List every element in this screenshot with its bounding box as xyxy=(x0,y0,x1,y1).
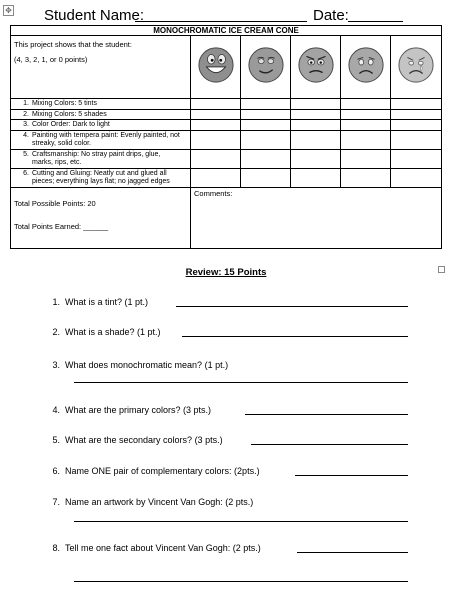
score-cell[interactable] xyxy=(391,149,442,168)
rubric-title: MONOCHROMATIC ICE CREAM CONE xyxy=(11,26,442,36)
score-cell[interactable] xyxy=(241,120,291,131)
answer-line[interactable] xyxy=(74,382,408,383)
score-cell[interactable] xyxy=(391,130,442,149)
answer-line[interactable] xyxy=(182,336,408,337)
question-3 xyxy=(46,360,228,370)
review-title-text: Review: 15 Points xyxy=(185,267,267,278)
criterion-number: 4. xyxy=(23,131,29,139)
question-6 xyxy=(46,466,260,476)
question-number: 8. xyxy=(52,543,60,553)
score-cell[interactable] xyxy=(241,168,291,187)
criterion-row-3 xyxy=(11,120,191,131)
header xyxy=(0,2,452,24)
score-cell[interactable] xyxy=(191,130,241,149)
criterion-number: 5. xyxy=(23,150,29,158)
table-move-handle-icon[interactable]: ✥ xyxy=(3,5,14,16)
criterion-text: Mixing Colors: 5 shades xyxy=(32,110,107,118)
answer-line[interactable] xyxy=(74,521,408,522)
criterion-number: 2. xyxy=(23,110,29,118)
answer-line[interactable] xyxy=(176,306,408,307)
rubric-intro xyxy=(11,36,191,99)
total-possible-points: Total Possible Points: 20 xyxy=(14,198,96,208)
neutral-face-icon xyxy=(297,46,335,84)
face-col-3 xyxy=(241,36,291,99)
score-cell[interactable] xyxy=(341,149,391,168)
criterion-number: 3. xyxy=(23,121,29,128)
date-label: Date: xyxy=(313,7,349,24)
score-cell[interactable] xyxy=(291,120,341,131)
score-cell[interactable] xyxy=(191,149,241,168)
total-points-earned[interactable]: Total Points Earned: ______ xyxy=(14,221,109,231)
score-cell[interactable] xyxy=(291,168,341,187)
criterion-text: Craftsmanship: No stray paint drips, glue, marks, rips, etc. xyxy=(32,150,161,166)
face-col-4 xyxy=(191,36,241,99)
answer-line[interactable] xyxy=(74,581,408,582)
criterion-number: 1. xyxy=(23,100,29,107)
question-number: 1. xyxy=(52,297,60,307)
very-happy-face-icon xyxy=(197,46,235,84)
question-text: Tell me one fact about Vincent Van Gogh: (2 pts.) xyxy=(65,543,261,553)
score-cell[interactable] xyxy=(191,120,241,131)
score-cell[interactable] xyxy=(291,130,341,149)
question-text: Name an artwork by Vincent Van Gogh: (2 pts.) xyxy=(65,497,254,507)
score-cell[interactable] xyxy=(241,109,291,120)
sad-face-icon xyxy=(347,46,385,84)
criterion-row-1 xyxy=(11,99,191,110)
face-col-0 xyxy=(391,36,442,99)
score-cell[interactable] xyxy=(341,130,391,149)
criterion-text: Painting with tempera paint: Evenly painted, not streaky, solid color. xyxy=(32,131,180,147)
student-name-field[interactable] xyxy=(135,21,307,22)
answer-line[interactable] xyxy=(295,475,408,476)
score-cell[interactable] xyxy=(341,120,391,131)
score-cell[interactable] xyxy=(191,168,241,187)
score-cell[interactable] xyxy=(241,149,291,168)
score-cell[interactable] xyxy=(391,99,442,110)
face-col-1 xyxy=(341,36,391,99)
criterion-text: Color Order: Dark to light xyxy=(32,121,110,128)
date-field[interactable] xyxy=(348,21,403,22)
question-1 xyxy=(46,297,148,307)
question-number: 4. xyxy=(52,405,60,415)
student-name-label: Student Name: xyxy=(44,7,145,24)
criterion-row-6 xyxy=(11,168,191,187)
face-col-2 xyxy=(291,36,341,99)
question-number: 3. xyxy=(52,360,60,370)
question-7 xyxy=(46,497,253,507)
score-cell[interactable] xyxy=(391,109,442,120)
question-text: What are the secondary colors? (3 pts.) xyxy=(65,435,223,445)
intro-line-2: (4, 3, 2, 1, or 0 points) xyxy=(14,55,88,64)
criterion-text: Cutting and Gluing: Neatly cut and glued all pieces; everything lays flat; no jagged edges xyxy=(32,169,170,185)
review-title xyxy=(0,267,452,278)
comments-label: Comments: xyxy=(194,188,233,198)
score-cell[interactable] xyxy=(241,130,291,149)
question-text: What does monochromatic mean? (1 pt.) xyxy=(65,360,229,370)
question-4 xyxy=(46,405,211,415)
question-5 xyxy=(46,435,223,445)
criterion-row-5 xyxy=(11,149,191,168)
criterion-number: 6. xyxy=(23,169,29,177)
question-text: What are the primary colors? (3 pts.) xyxy=(65,405,212,415)
question-text: Name ONE pair of complementary colors: (2pts.) xyxy=(65,466,260,476)
question-8 xyxy=(46,543,261,553)
criterion-text: Mixing Colors: 5 tints xyxy=(32,100,97,107)
rubric-table xyxy=(10,25,442,249)
happy-face-icon xyxy=(247,46,285,84)
score-cell[interactable] xyxy=(241,99,291,110)
question-text: What is a tint? (1 pt.) xyxy=(65,297,149,307)
answer-line[interactable] xyxy=(251,444,408,445)
very-sad-face-icon xyxy=(397,46,435,84)
score-cell[interactable] xyxy=(291,109,341,120)
score-cell[interactable] xyxy=(291,149,341,168)
answer-line[interactable] xyxy=(297,552,408,553)
score-cell[interactable] xyxy=(341,168,391,187)
question-2 xyxy=(46,327,161,337)
intro-line-1: This project shows that the student: xyxy=(14,40,132,49)
comments-cell[interactable] xyxy=(191,187,442,248)
question-number: 6. xyxy=(52,466,60,476)
score-cell[interactable] xyxy=(341,109,391,120)
criterion-row-2 xyxy=(11,109,191,120)
score-cell[interactable] xyxy=(341,99,391,110)
score-cell[interactable] xyxy=(191,99,241,110)
answer-line[interactable] xyxy=(245,414,408,415)
totals-cell xyxy=(11,187,191,248)
question-text: What is a shade? (1 pt.) xyxy=(65,327,161,337)
score-cell[interactable] xyxy=(391,120,442,131)
question-number: 7. xyxy=(52,497,60,507)
question-number: 2. xyxy=(52,327,60,337)
score-cell[interactable] xyxy=(391,168,442,187)
score-cell[interactable] xyxy=(191,109,241,120)
criterion-row-4 xyxy=(11,130,191,149)
question-number: 5. xyxy=(52,435,60,445)
score-cell[interactable] xyxy=(291,99,341,110)
